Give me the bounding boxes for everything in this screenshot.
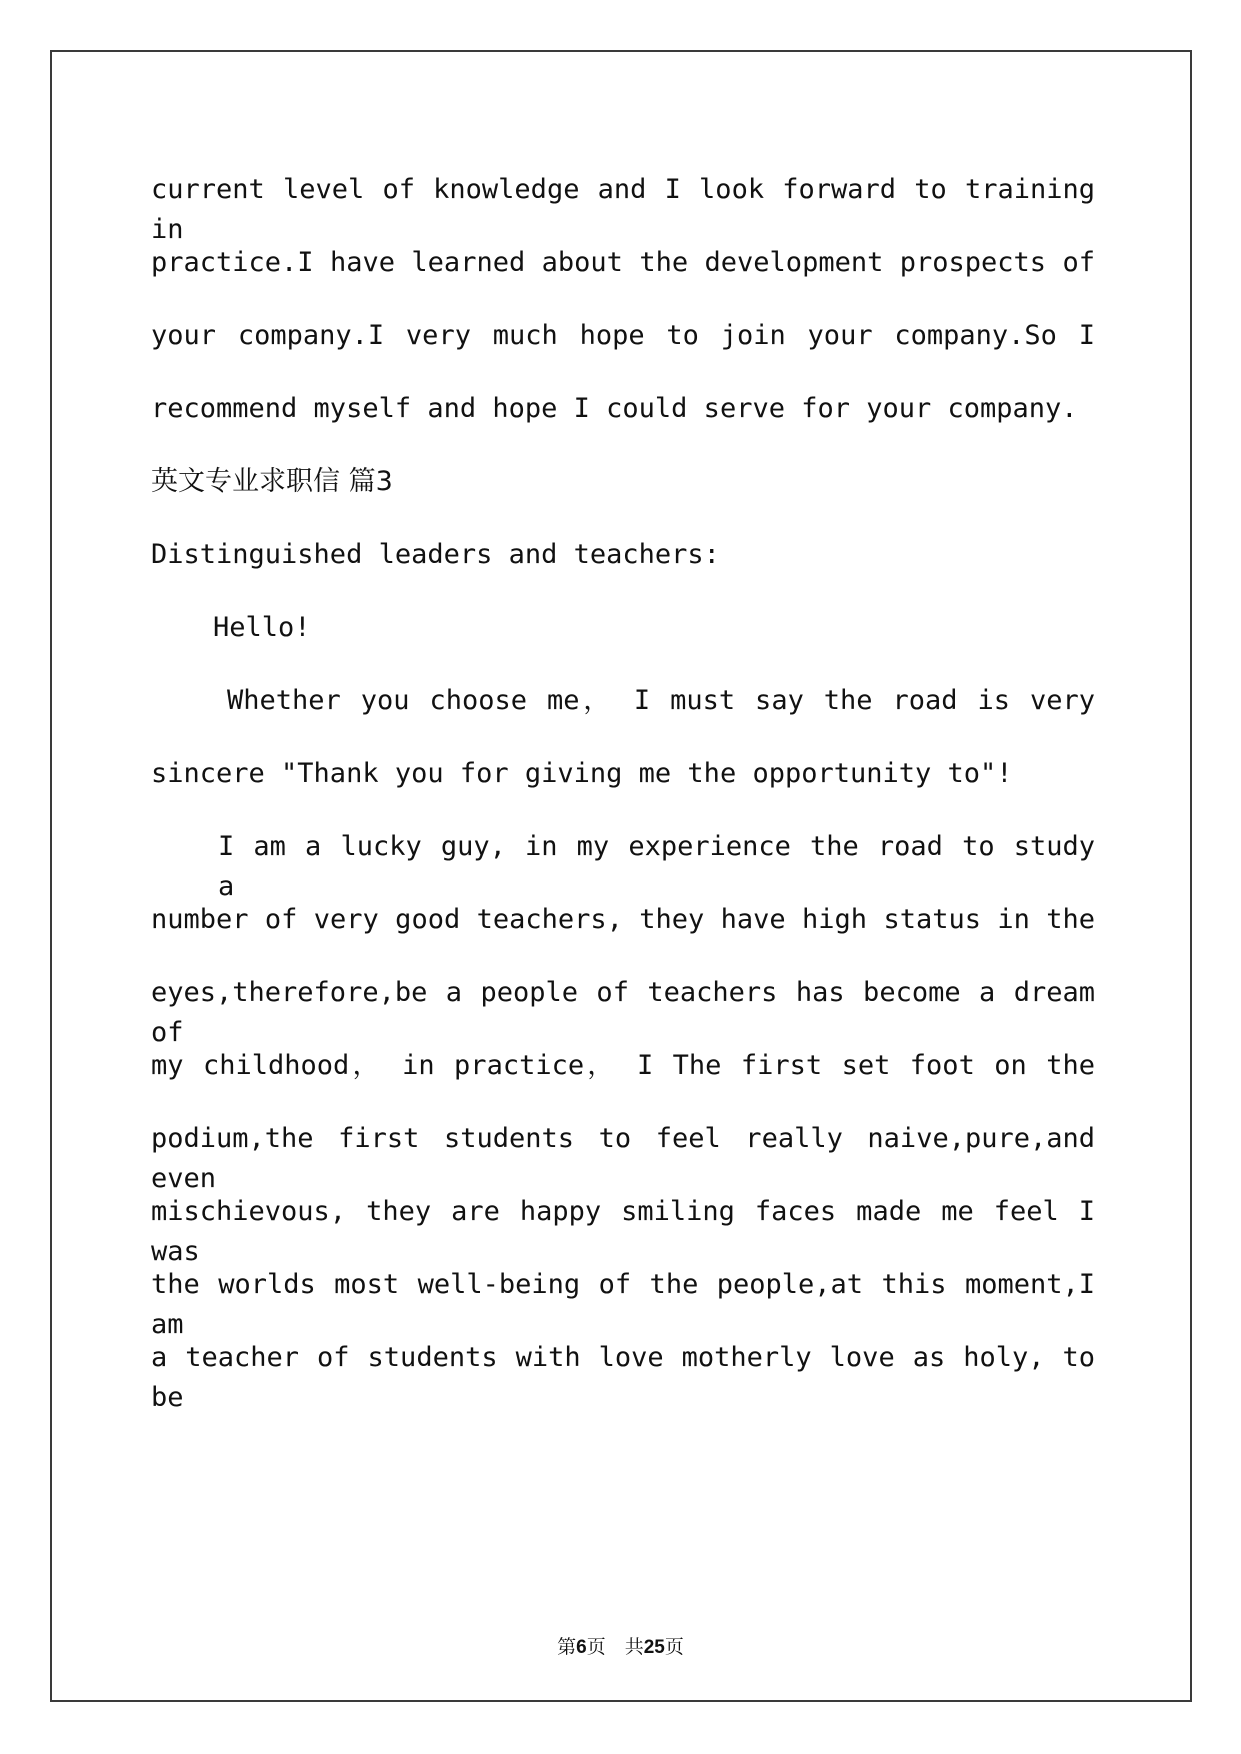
body-line: mischievous, they are happy smiling faces made me feel I was [151, 1196, 1095, 1267]
body-line: podium,the first students to feel really naive,pure,and even [151, 1123, 1095, 1194]
greeting: Hello! [213, 612, 311, 643]
body-line: sincere "Thank you for giving me the opportunity to"! [151, 758, 1013, 789]
footer-suffix: 页 [664, 1636, 684, 1658]
body-line: number of very good teachers, they have high status in the [151, 904, 1095, 935]
total-page-number: 25 [643, 1637, 665, 1658]
footer-prefix: 第 [557, 1636, 577, 1658]
body-line: Whether you choose me， I must say the road is very [227, 685, 1095, 716]
page-footer [0, 1632, 1241, 1659]
body-line: recommend myself and hope I could serve for your company. [151, 393, 1078, 424]
body-line: I am a lucky guy, in my experience the road to study a [218, 831, 1095, 902]
footer-middle: 页 共 [586, 1636, 644, 1658]
body-line: the worlds most well-being of the people,at this moment,I am [151, 1269, 1095, 1340]
body-line: a teacher of students with love motherly love as holy, to be [151, 1342, 1095, 1413]
body-line: practice.I have learned about the development prospects of [151, 247, 1095, 278]
body-line: your company.I very much hope to join your company.So I [151, 320, 1095, 351]
body-line: eyes,therefore,be a people of teachers has become a dream of [151, 977, 1095, 1048]
body-line: my childhood， in practice， I The first set foot on the [151, 1050, 1095, 1081]
current-page-number: 6 [576, 1637, 587, 1658]
section-heading: 英文专业求职信 篇3 [151, 466, 393, 497]
body-line: current level of knowledge and I look forward to training in [151, 174, 1095, 245]
salutation: Distinguished leaders and teachers: [151, 539, 720, 570]
